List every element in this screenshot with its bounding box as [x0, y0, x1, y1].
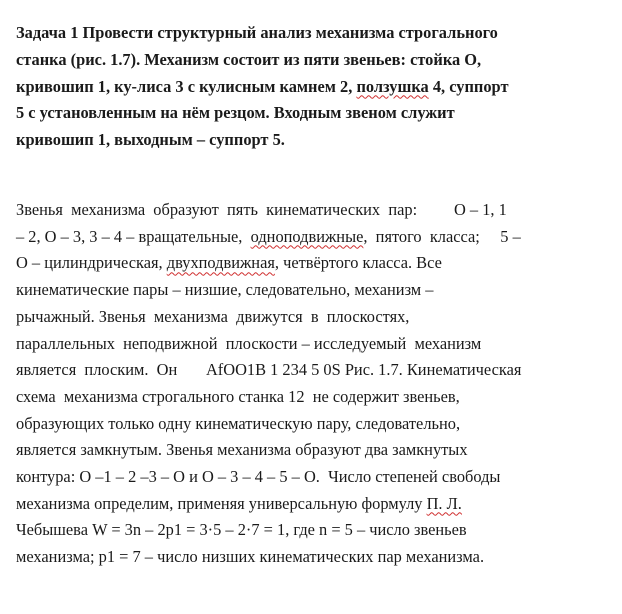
body-text: механизма; p1 = 7 – число низших кинематических пар механизма.: [16, 547, 485, 567]
heading-text: станка (рис. 1.7). Механизм состоит из пяти звеньев: стойка О,: [16, 49, 482, 69]
body-line: [16, 491, 612, 518]
task-body-text: [16, 197, 612, 571]
spellcheck-flagged-word: П. Л.: [426, 493, 462, 513]
heading-line: [16, 100, 612, 127]
body-line: [16, 544, 612, 571]
body-text: , пятого класса; 5 –: [363, 226, 521, 246]
body-line: [16, 224, 612, 251]
heading-text: кривошип 1, ку-лиса 3 с кулисным камнем 2,: [16, 76, 357, 96]
spellcheck-flagged-word: одноподвижные: [250, 226, 364, 246]
body-line: [16, 517, 612, 544]
body-text: механизма определим, применяя универсальную формулу: [16, 493, 427, 513]
body-text: контура: О –1 – 2 –3 – О и О – 3 – 4 – 5 – О. Число степеней свободы: [16, 467, 501, 487]
body-line: [16, 411, 612, 438]
body-line: [16, 464, 612, 491]
heading-text: Задача 1 Провести структурный анализ механизма строгального: [16, 23, 498, 42]
heading-line: [16, 127, 612, 154]
task-heading: [16, 20, 612, 154]
body-line: [16, 304, 612, 331]
body-text: , четвёртого класса. Все: [274, 253, 442, 273]
body-text: схема механизма строгального станка 12 не содержит звеньев,: [16, 386, 460, 406]
body-text: кинематические пары – низшие, следовательно, механизм –: [16, 280, 434, 300]
heading-line: [16, 74, 612, 101]
body-text: – 2, О – 3, 3 – 4 – вращательные,: [16, 226, 251, 246]
body-text: Звенья механизма образуют пять кинематических пар: О – 1, 1: [16, 200, 507, 219]
body-line: [16, 277, 612, 304]
body-text: Чебышева W = 3n – 2p1 = 3·5 – 2·7 = 1, где n = 5 – число звеньев: [16, 520, 467, 540]
body-line: [16, 331, 612, 358]
body-text: является замкнутым. Звенья механизма образуют два замкнутых: [16, 440, 468, 460]
heading-text: кривошип 1, выходным – суппорт 5.: [16, 130, 285, 150]
body-text: параллельных неподвижной плоскости – исследуемый механизм: [16, 333, 482, 353]
body-line: [16, 250, 612, 277]
body-line: [16, 197, 612, 224]
spellcheck-flagged-word: двухподвижная: [166, 253, 275, 273]
body-text: рычажный. Звенья механизма движутся в плоскостях,: [16, 306, 410, 326]
document-page: [16, 20, 612, 154]
heading-text: 5 с установленным на нём резцом. Входным звеном служит: [16, 103, 455, 123]
spellcheck-flagged-word: ползушка: [356, 76, 429, 96]
body-line: [16, 437, 612, 464]
body-text: является плоским. Он АfОО1В 1 234 5 0S Рис. 1.7. Кинематическая: [16, 360, 522, 380]
body-line: [16, 357, 612, 384]
heading-line: [16, 47, 612, 74]
heading-line: [16, 20, 612, 47]
body-text: образующих только одну кинематическую пару, следовательно,: [16, 413, 461, 433]
body-text: О – цилиндрическая,: [16, 253, 167, 273]
heading-text: 4, суппорт: [428, 76, 509, 96]
body-line: [16, 384, 612, 411]
